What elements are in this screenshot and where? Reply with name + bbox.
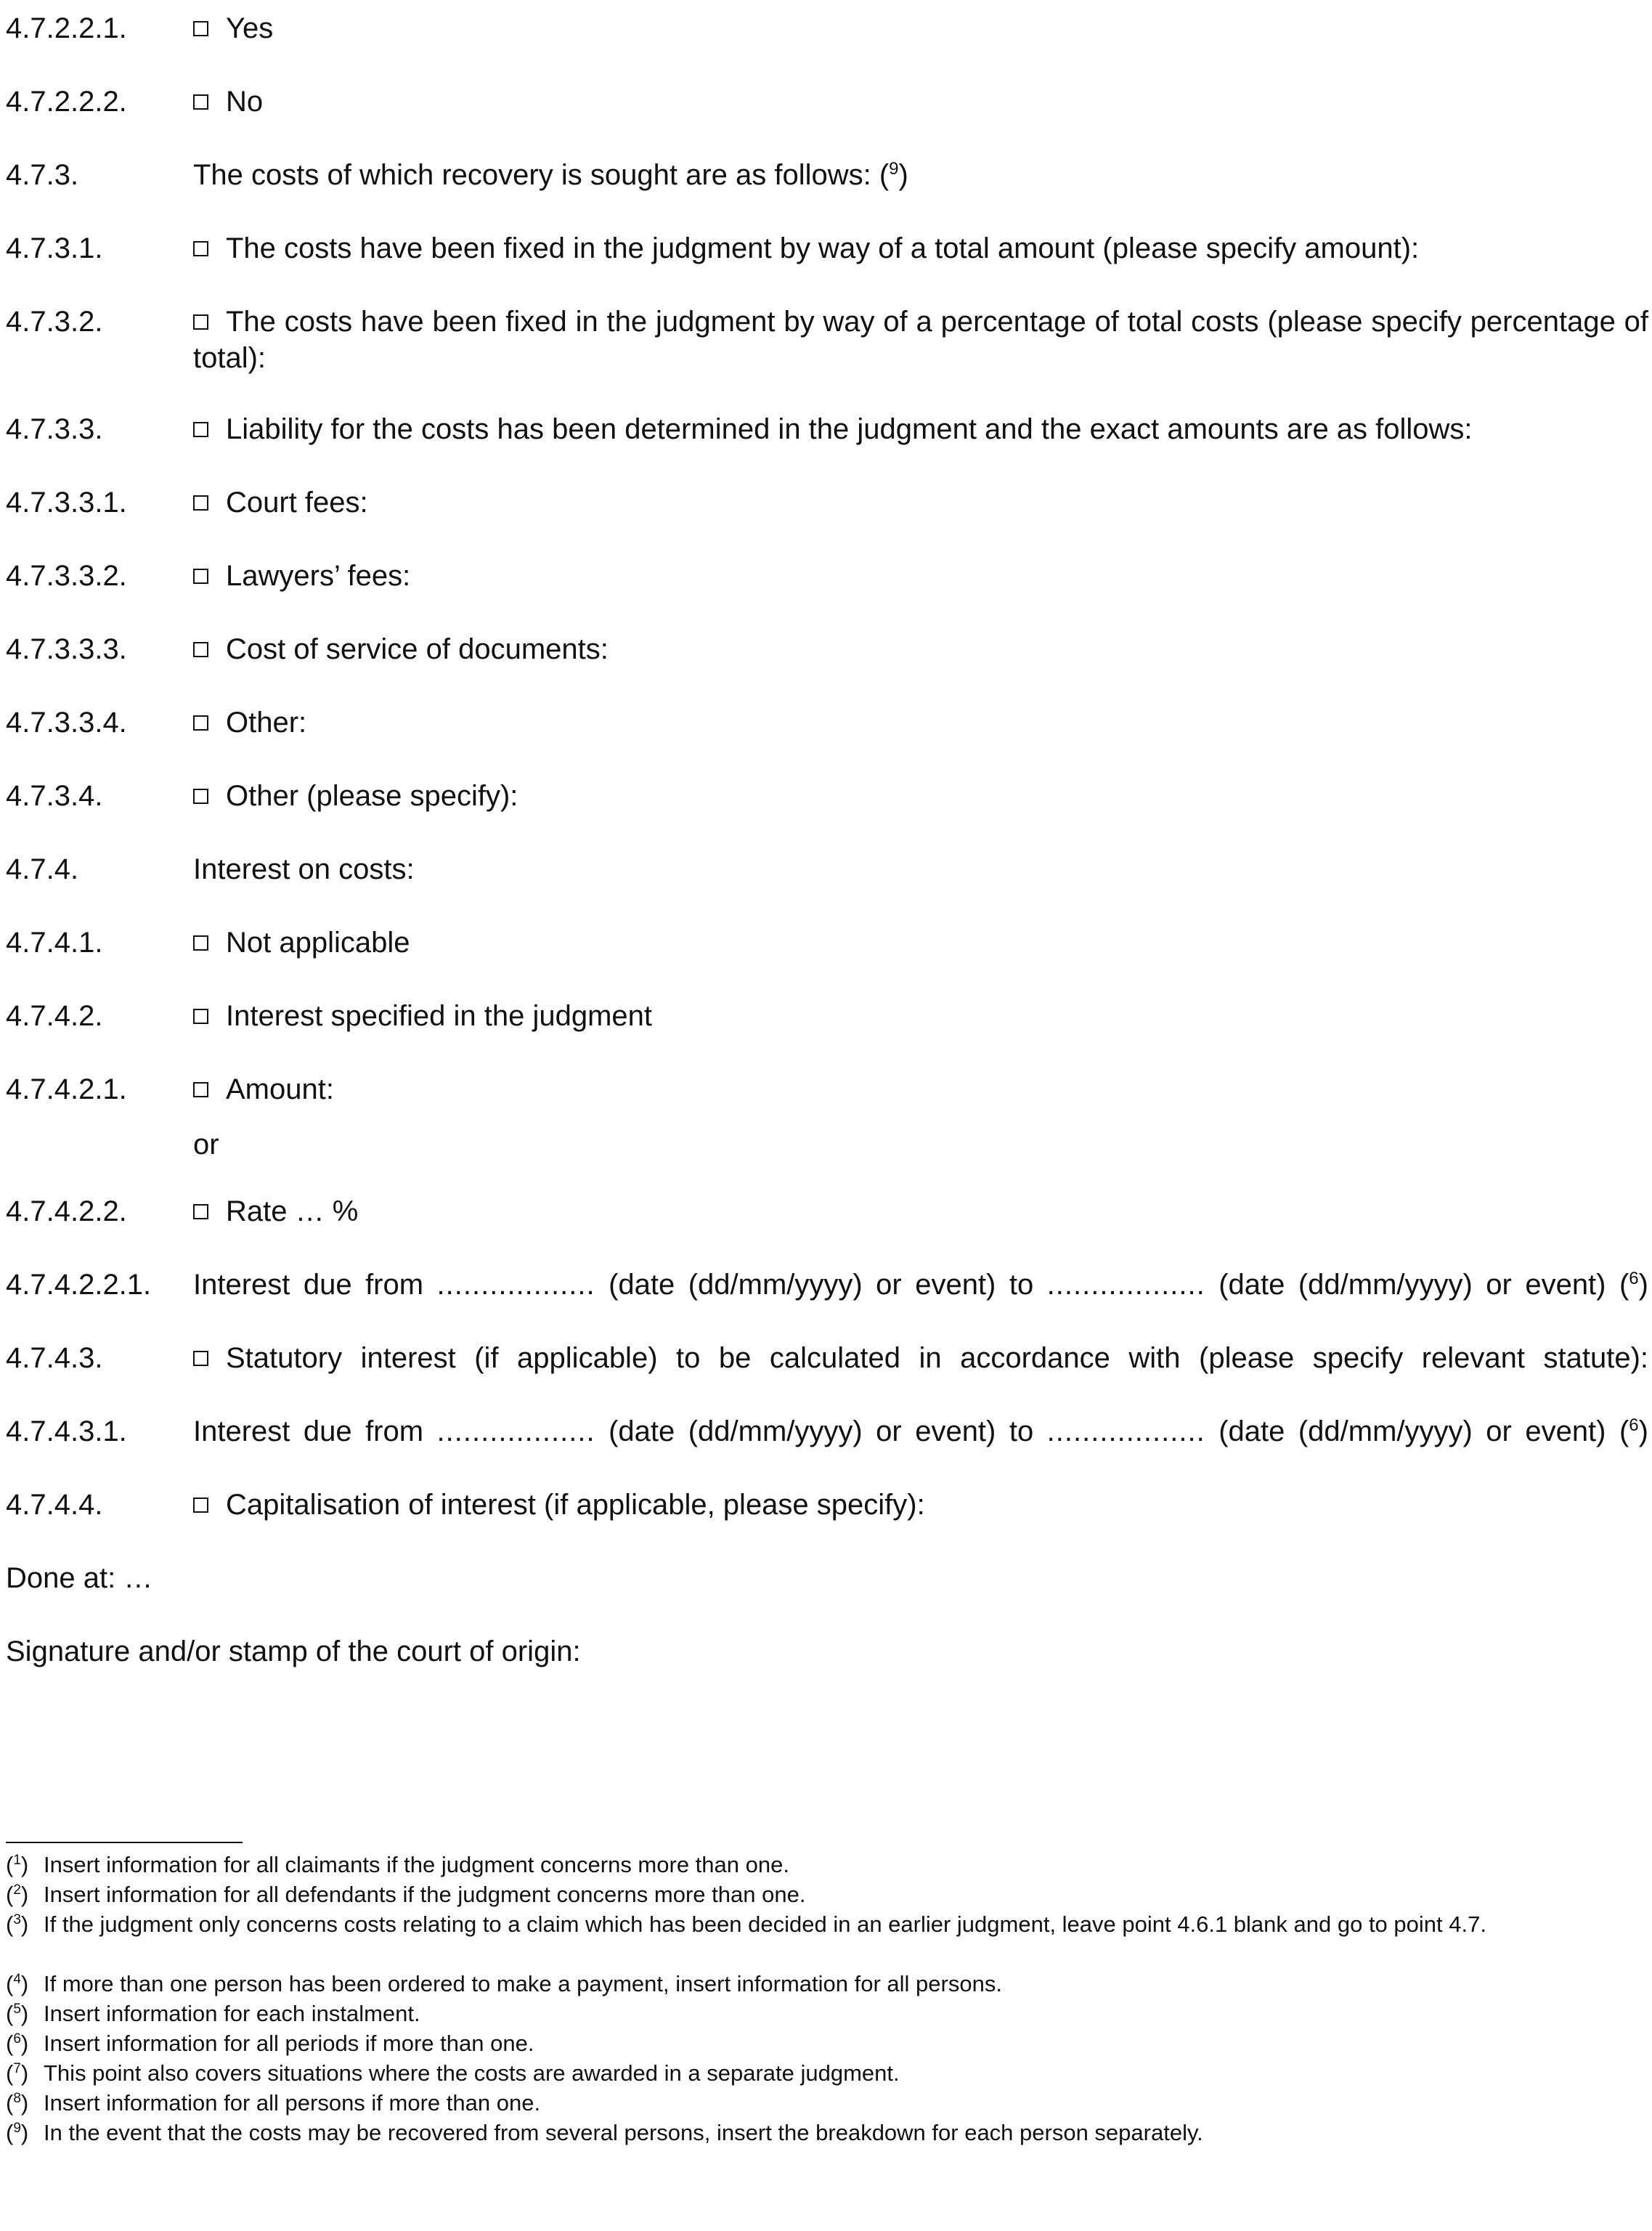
checkbox[interactable] bbox=[193, 1082, 208, 1097]
item-text: No bbox=[193, 84, 1648, 120]
footnote-number: ($^5$) bbox=[6, 2001, 29, 2026]
checkbox[interactable] bbox=[193, 1351, 208, 1366]
item-text: Interest specified in the judgment bbox=[193, 998, 1648, 1034]
checkbox[interactable] bbox=[193, 1009, 208, 1024]
item-number: 4.7.3.3.3. bbox=[6, 633, 127, 665]
item-text: Interest due from .................. (date (dd/mm/yyyy) or event) to .................. (date (dd/mm/yyyy) or event) ($^6$) bbox=[193, 1269, 1648, 1301]
checkbox[interactable] bbox=[193, 935, 208, 951]
footnote-number: ($^2$) bbox=[6, 1882, 29, 1907]
date-to-field[interactable]: .................. bbox=[1046, 1415, 1205, 1447]
footnote-number: ($^3$) bbox=[6, 1911, 29, 1937]
checkbox[interactable] bbox=[193, 715, 208, 731]
footnote-text: Insert information for all periods if more than one. bbox=[44, 2031, 534, 2056]
item-number: 4.7.3.3.1. bbox=[6, 487, 127, 519]
checkbox[interactable] bbox=[193, 789, 208, 804]
footnote-text: Insert information for all claimants if the judgment concerns more than one. bbox=[44, 1852, 789, 1877]
footnote-number: ($^8$) bbox=[6, 2090, 29, 2116]
done-at-label: Done at: … bbox=[6, 1562, 153, 1594]
footnote-number: ($^4$) bbox=[6, 1971, 29, 1996]
checkbox[interactable] bbox=[193, 1204, 208, 1219]
footnote-ref[interactable]: 9 bbox=[889, 159, 899, 179]
item-number: 4.7.2.2.1. bbox=[6, 12, 127, 44]
date-to-field[interactable]: .................. bbox=[1046, 1269, 1205, 1301]
footnote-number: ($^9$) bbox=[6, 2120, 29, 2145]
footnote-text: Insert information for all defendants if the judgment concerns more than one. bbox=[44, 1882, 806, 1907]
item-text: Yes bbox=[193, 10, 1648, 46]
item-number: 4.7.4.2. bbox=[6, 1000, 103, 1032]
item-text: Capitalisation of interest (if applicable, please specify): bbox=[193, 1487, 1648, 1523]
item-text: The costs of which recovery is sought are as follows: ($^9$) bbox=[193, 159, 908, 191]
item-text: Liability for the costs has been determined in the judgment and the exact amounts are as follows: bbox=[193, 411, 1648, 447]
item-text: Interest on costs: bbox=[193, 853, 415, 885]
footnote-ref[interactable]: 6 bbox=[1629, 1415, 1639, 1435]
checkbox[interactable] bbox=[193, 21, 208, 36]
checkbox[interactable] bbox=[193, 495, 208, 511]
footnote-number: ($^1$) bbox=[6, 1852, 29, 1877]
item-text: The costs have been fixed in the judgment by way of a total amount (please specify amount): bbox=[193, 230, 1648, 267]
item-text: Statutory interest (if applicable) to be calculated in accordance with (please specify relevant statute): bbox=[193, 1340, 1648, 1376]
item-number: 4.7.3.3.4. bbox=[6, 707, 127, 739]
signature-label: Signature and/or stamp of the court of origin: bbox=[6, 1635, 581, 1667]
checkbox[interactable] bbox=[193, 241, 208, 256]
item-text: The costs have been fixed in the judgment by way of a percentage of total costs (please specify percentage of total): bbox=[193, 306, 1648, 374]
checkbox[interactable] bbox=[193, 314, 208, 330]
checkbox[interactable] bbox=[193, 642, 208, 657]
item-number: 4.7.4.1. bbox=[6, 927, 103, 959]
item-text: Rate … % bbox=[193, 1193, 1648, 1230]
item-number: 4.7.4.3. bbox=[6, 1342, 103, 1374]
footnote-number: ($^6$) bbox=[6, 2031, 29, 2056]
or-text: or bbox=[193, 1129, 219, 1161]
footnote-number: ($^7$) bbox=[6, 2060, 29, 2086]
checkbox[interactable] bbox=[193, 1498, 208, 1513]
date-from-field[interactable]: .................. bbox=[436, 1269, 595, 1301]
item-text: Court fees: bbox=[193, 484, 1648, 521]
footnote-text: If more than one person has been ordered to make a payment, insert information for all persons. bbox=[44, 1971, 1002, 1996]
footnote-separator bbox=[6, 1842, 243, 1843]
item-number: 4.7.2.2.2. bbox=[6, 86, 127, 118]
item-text: Lawyers’ fees: bbox=[193, 558, 1648, 594]
item-number: 4.7.4. bbox=[6, 853, 79, 885]
item-text: Interest due from .................. (date (dd/mm/yyyy) or event) to .................. (date (dd/mm/yyyy) or event) ($^6$) bbox=[193, 1415, 1648, 1447]
footnote-text: This point also covers situations where the costs are awarded in a separate judgment. bbox=[44, 2060, 900, 2086]
item-number: 4.7.4.2.1. bbox=[6, 1073, 127, 1105]
item-number: 4.7.4.2.2. bbox=[6, 1195, 127, 1227]
item-text: Other: bbox=[193, 704, 1648, 741]
item-number: 4.7.3.2. bbox=[6, 306, 103, 338]
footnote-ref[interactable]: 6 bbox=[1629, 1269, 1639, 1288]
item-text: Not applicable bbox=[193, 924, 1648, 961]
item-number: 4.7.3.1. bbox=[6, 232, 103, 264]
item-number: 4.7.4.4. bbox=[6, 1489, 103, 1521]
checkbox[interactable] bbox=[193, 94, 208, 110]
item-number: 4.7.3.4. bbox=[6, 780, 103, 812]
item-number: 4.7.3.3.2. bbox=[6, 560, 127, 592]
checkbox[interactable] bbox=[193, 422, 208, 437]
item-text: Cost of service of documents: bbox=[193, 631, 1648, 667]
item-text: Other (please specify): bbox=[193, 778, 1648, 814]
item-number: 4.7.4.3.1. bbox=[6, 1415, 127, 1447]
footnote-text: Insert information for each instalment. bbox=[44, 2001, 420, 2026]
item-number: 4.7.4.2.2.1. bbox=[6, 1269, 152, 1301]
item-number: 4.7.3.3. bbox=[6, 413, 103, 445]
footnote-text: If the judgment only concerns costs relating to a claim which has been decided in an earlier judgment, leave point 4.6.1 blank and go to point 4.7. bbox=[44, 1911, 1486, 1937]
date-from-field[interactable]: .................. bbox=[436, 1415, 595, 1447]
checkbox[interactable] bbox=[193, 569, 208, 584]
item-text: Amount: bbox=[193, 1071, 1648, 1108]
footnote-text: In the event that the costs may be recovered from several persons, insert the breakdown for each person separately. bbox=[44, 2120, 1203, 2145]
footnote-text: Insert information for all persons if more than one. bbox=[44, 2090, 541, 2116]
item-number: 4.7.3. bbox=[6, 159, 79, 191]
